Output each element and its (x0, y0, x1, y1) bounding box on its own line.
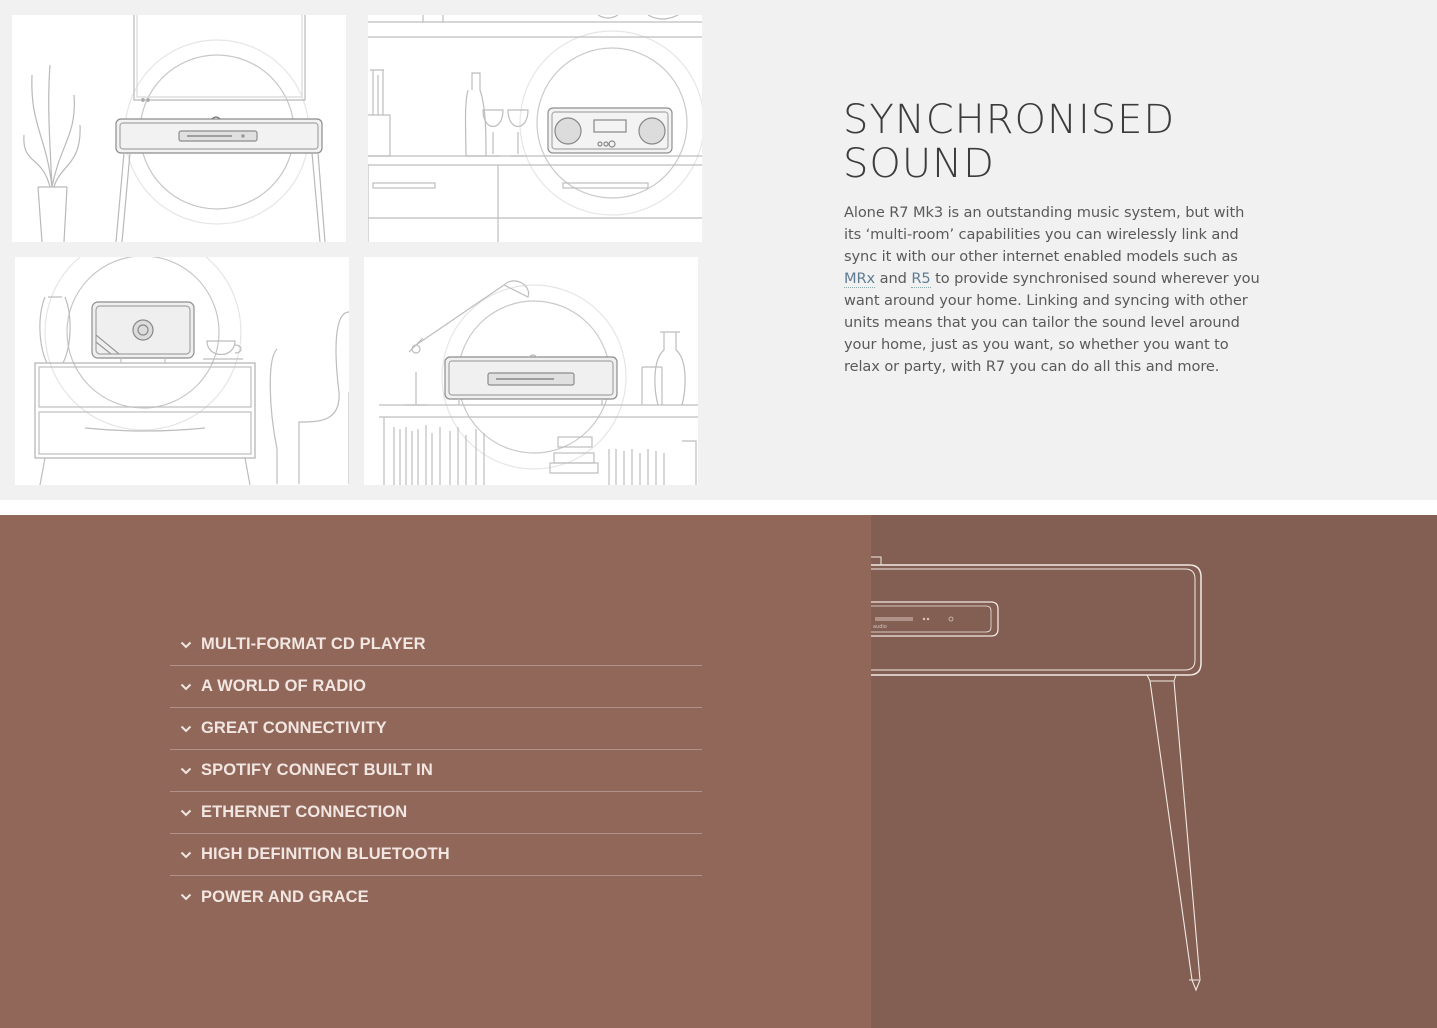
title-line-1: SYNCHRONISED (843, 97, 1176, 143)
desc-part-1: Alone R7 Mk3 is an outstanding music system, but with its ‘multi-room’ capabilities you can wirelessly link and sync it with our other internet enabled models such as (844, 204, 1245, 265)
illustration-console-living-room (12, 15, 346, 242)
title-line-2: SOUND (843, 141, 995, 187)
section-divider (0, 500, 1437, 515)
accordion-item-power-and-grace[interactable] (170, 876, 702, 918)
accordion-label: A WORLD OF RADIO (201, 677, 367, 695)
chevron-down-icon (170, 708, 201, 750)
desc-part-2: to provide synchronised sound wherever you want around your home. Linking and syncing with other units means that you can tailor the sound level around your home, just as you want, so whether you want to relax or party, with R7 you can do all this and more. (844, 270, 1260, 375)
accordion-item-spotify-connect[interactable] (170, 750, 702, 792)
chevron-down-icon (170, 624, 201, 666)
illustration-console-bookshelf (364, 257, 698, 485)
chevron-down-icon (170, 792, 201, 834)
chevron-down-icon (170, 666, 201, 708)
accordion-label: ETHERNET CONNECTION (201, 803, 408, 821)
r5-link[interactable]: R5 (911, 270, 931, 287)
accordion-item-ethernet[interactable] (170, 792, 702, 834)
accordion-item-cd-player[interactable] (170, 624, 702, 666)
product-illustration-panel (871, 515, 1437, 1028)
accordion-item-radio[interactable] (170, 666, 702, 708)
section-description (844, 202, 1264, 378)
section-title (843, 98, 1343, 186)
accordion-label: GREAT CONNECTIVITY (201, 719, 387, 737)
chevron-down-icon (170, 834, 201, 876)
illustration-radio-kitchen (368, 15, 702, 242)
illustration-speaker-sideboard (15, 257, 349, 485)
accordion-label: HIGH DEFINITION BLUETOOTH (201, 845, 450, 863)
features-accordion (170, 624, 702, 918)
accordion-item-bluetooth[interactable] (170, 834, 702, 876)
accordion-item-connectivity[interactable] (170, 708, 702, 750)
accordion-label: POWER AND GRACE (201, 887, 369, 906)
accordion-label: SPOTIFY CONNECT BUILT IN (201, 761, 433, 779)
chevron-down-icon (170, 876, 201, 918)
product-badge-text: audio (873, 624, 887, 630)
accordion-label: MULTI-FORMAT CD PLAYER (201, 635, 426, 653)
desc-and: and (875, 270, 912, 287)
chevron-down-icon (170, 750, 201, 792)
mrx-link[interactable]: MRx (844, 270, 876, 287)
